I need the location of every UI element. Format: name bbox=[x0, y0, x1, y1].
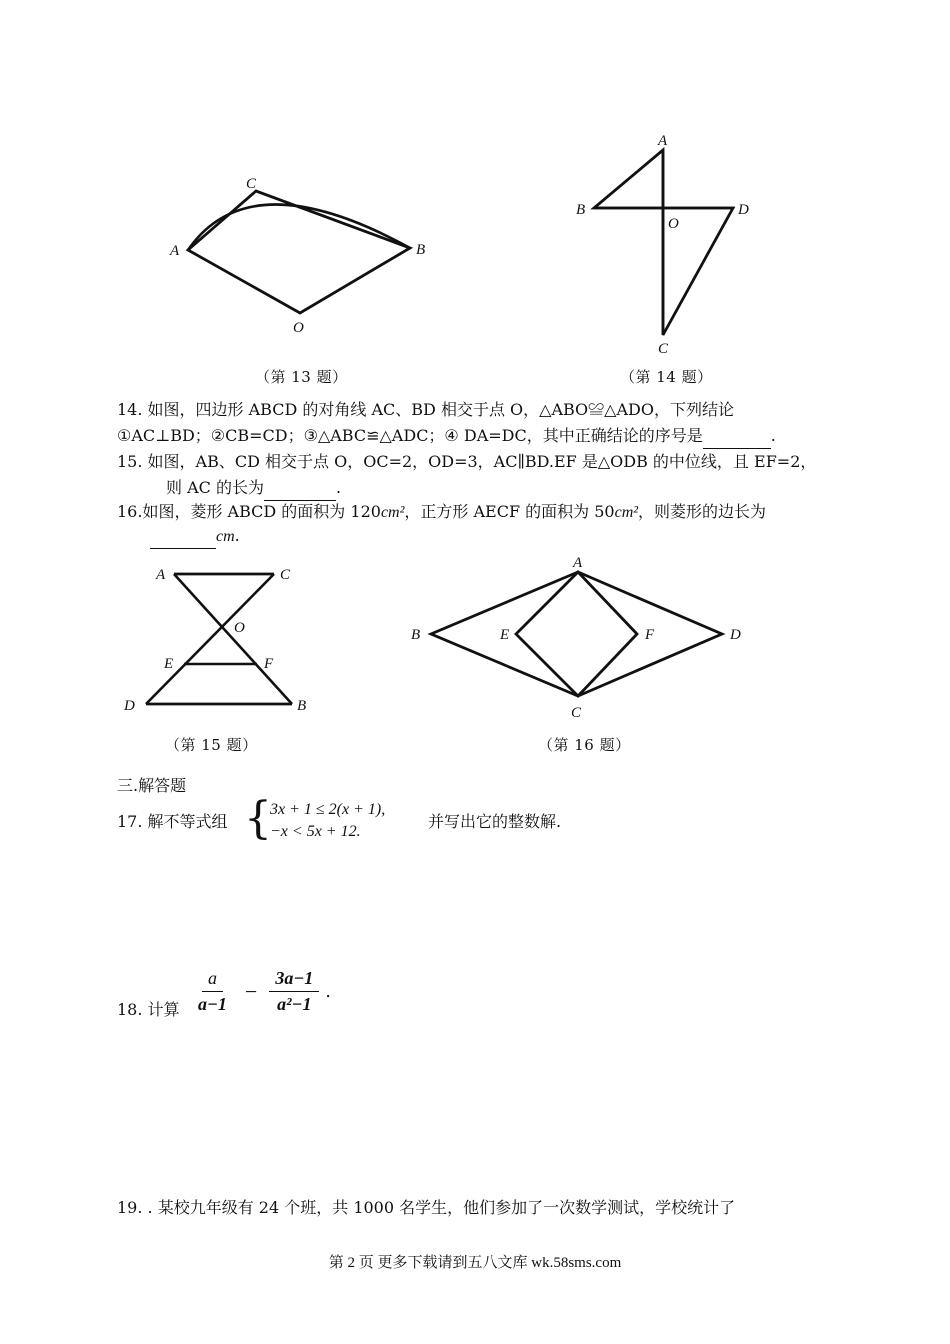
fraction-2-numerator: 3a−1 bbox=[269, 968, 319, 992]
question-15-line1: 15. 如图，AB、CD 相交于点 O，OC=2，OD=3，AC∥BD.EF 是△ODB 的中位线，且 EF=2， bbox=[117, 452, 817, 471]
label-o: O bbox=[234, 620, 245, 636]
figure-13-diagram bbox=[160, 170, 440, 340]
label-b: B bbox=[576, 202, 586, 218]
question-16-text-b: ，正方形 AECF 的面积为 50 bbox=[404, 502, 615, 521]
label-b: B bbox=[411, 627, 421, 643]
label-d: D bbox=[124, 698, 135, 714]
question-14-line2 bbox=[117, 424, 776, 449]
label-c: C bbox=[658, 341, 669, 357]
unit-cm: cm bbox=[216, 528, 235, 545]
answer-blank-15 bbox=[264, 476, 336, 501]
figure-14-diagram bbox=[570, 130, 760, 360]
unit-cm2-a: cm² bbox=[380, 504, 405, 521]
question-14-line1: 14. 如图，四边形 ABCD 的对角线 AC、BD 相交于点 O，△ABO≌△ADO，下列结论 bbox=[117, 400, 734, 419]
fraction-1 bbox=[192, 968, 233, 1015]
quadrilateral-acbo bbox=[188, 191, 410, 313]
question-16-line1 bbox=[117, 500, 766, 525]
answer-blank-14 bbox=[703, 424, 771, 449]
label-e: E bbox=[164, 656, 174, 672]
figure-16-diagram bbox=[405, 550, 755, 725]
answer-blank-16 bbox=[150, 524, 216, 549]
system-brace: { bbox=[244, 793, 272, 844]
question-18-expression bbox=[188, 968, 331, 1015]
question-16-text-a: 16.如图，菱形 ABCD 的面积为 120 bbox=[117, 502, 381, 521]
question-14-text: ①AC⊥BD；②CB=CD；③△ABC≌△ADC；④ DA=DC，其中正确结论的序号是 bbox=[117, 426, 703, 445]
label-c: C bbox=[246, 176, 257, 192]
figure-15-diagram bbox=[120, 560, 320, 720]
inequality-system bbox=[270, 799, 385, 843]
section-heading: 三.解答题 bbox=[117, 776, 187, 795]
rhombus-abcd bbox=[431, 572, 722, 696]
question-18-prefix: 18. 计算 bbox=[117, 1000, 180, 1019]
question-14-end: . bbox=[770, 426, 776, 445]
question-17-prefix: 17. 解不等式组 bbox=[117, 812, 228, 831]
figure-15 bbox=[120, 560, 320, 720]
label-f: F bbox=[264, 656, 274, 672]
fraction-1-numerator: a bbox=[202, 968, 223, 992]
inequality-2: −x < 5x + 12. bbox=[270, 823, 361, 840]
segment-ab bbox=[174, 574, 292, 704]
label-f: F bbox=[645, 627, 655, 643]
figure-15-caption: （第 15 题） bbox=[165, 736, 258, 754]
label-b: B bbox=[416, 242, 426, 258]
label-a: A bbox=[658, 133, 668, 149]
question-15-text: 则 AC 的长为 bbox=[166, 478, 264, 497]
question-16-text-c: ，则菱形的边长为 bbox=[638, 502, 767, 521]
label-c: C bbox=[571, 705, 582, 721]
label-d: D bbox=[738, 202, 749, 218]
figure-16-caption: （第 16 题） bbox=[538, 736, 631, 754]
unit-cm2-b: cm² bbox=[614, 504, 639, 521]
fraction-2 bbox=[269, 968, 319, 1015]
label-b: B bbox=[297, 698, 307, 714]
label-a: A bbox=[170, 243, 180, 259]
question-17-suffix: 并写出它的整数解. bbox=[428, 812, 562, 831]
figure-14 bbox=[570, 130, 760, 360]
inequality-1: 3x + 1 ≤ 2(x + 1), bbox=[270, 801, 386, 818]
figure-13 bbox=[160, 170, 440, 340]
expression-end: . bbox=[325, 981, 331, 1002]
label-e: E bbox=[500, 627, 510, 643]
question-15-end: . bbox=[335, 478, 342, 497]
fraction-2-denominator: a²−1 bbox=[277, 994, 312, 1014]
question-19-line1: 19. . 某校九年级有 24 个班，共 1000 名学生，他们参加了一次数学测试，学校统计了 bbox=[117, 1198, 736, 1217]
figure-14-caption: （第 14 题） bbox=[620, 368, 713, 386]
question-16-line2 bbox=[150, 524, 240, 549]
segment-cd bbox=[146, 574, 274, 704]
label-o: O bbox=[293, 320, 304, 336]
figure-13-caption: （第 13 题） bbox=[255, 368, 348, 386]
label-a: A bbox=[156, 567, 166, 583]
label-d: D bbox=[730, 627, 741, 643]
question-15-line2 bbox=[166, 476, 341, 501]
question-16-end: . bbox=[234, 526, 240, 545]
figure-16 bbox=[405, 550, 755, 725]
label-a: A bbox=[573, 555, 583, 571]
label-o: O bbox=[668, 216, 679, 232]
arc-ab bbox=[188, 204, 410, 250]
fraction-1-denominator: a−1 bbox=[198, 994, 227, 1014]
minus-sign: − bbox=[244, 978, 258, 1004]
label-c: C bbox=[280, 567, 291, 583]
page-footer: 第 2 页 更多下载请到五八文库 wk.58sms.com bbox=[328, 1255, 622, 1271]
